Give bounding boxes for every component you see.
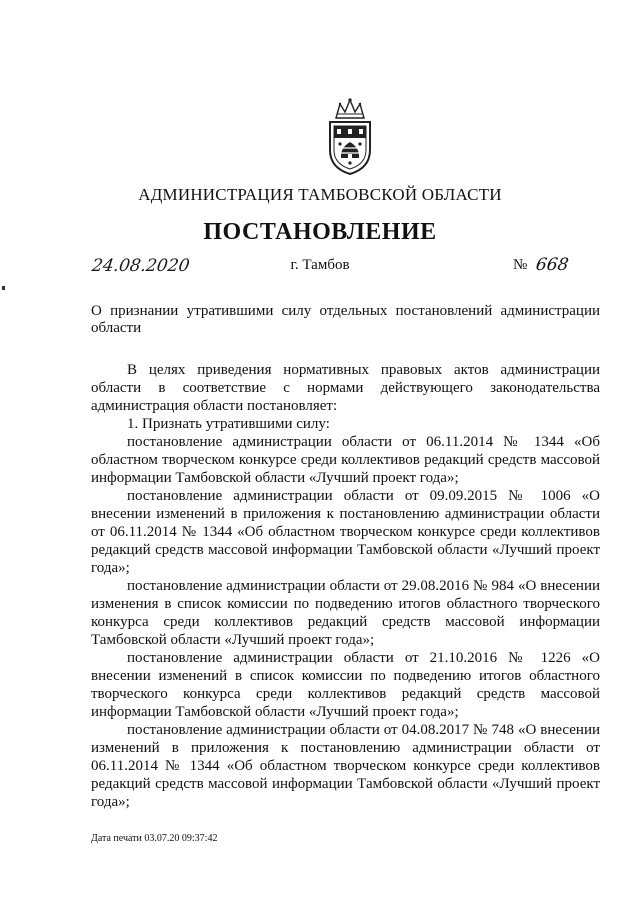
- handwritten-date: 24.08.2020: [90, 256, 191, 276]
- document-body: [91, 361, 600, 811]
- coat-of-arms-icon: [322, 96, 378, 176]
- body-paragraph: постановление администрации области от 04.08.2017 № 748 «О внесении изменений в приложения к постановлению администрации области от 06.11.2014 № 1344 «Об областном творческом конкурсе среди коллективов редакций средств массовой информации Тамбовской области «Лучший проект года»;: [91, 722, 600, 810]
- number-label: №: [513, 257, 528, 273]
- handwritten-number: 668: [534, 255, 570, 275]
- body-paragraph: постановление администрации области от 29.08.2016 № 984 «О внесении изменения в список комиссии по подведению итогов областного творческого конкурса среди коллективов редакций средств массовой информации Тамбовской области «Лучший проект года»;: [91, 578, 600, 648]
- document-type-title: ПОСТАНОВЛЕНИЕ: [203, 219, 437, 245]
- body-paragraph: В целях приведения нормативных правовых актов администрации области в соответствие с нормами действующего законодательства администрация области постановляет:: [91, 362, 600, 414]
- body-paragraph: 1. Признать утратившими силу:: [127, 416, 330, 432]
- body-paragraph: постановление администрации области от 06.11.2014 № 1344 «Об областном творческом конкурсе среди коллективов редакций средств массовой информации Тамбовской области «Лучший проект года»;: [91, 434, 600, 486]
- body-paragraph: постановление администрации области от 21.10.2016 № 1226 «О внесении изменений в список комиссии по подведению итогов областного творческого конкурса среди коллективов редакций средств массовой информации Тамбовской области «Лучший проект года»;: [91, 650, 600, 720]
- print-date: Дата печати 03.07.20 09:37:42: [91, 833, 218, 844]
- organization-name: АДМИНИСТРАЦИЯ ТАМБОВСКОЙ ОБЛАСТИ: [138, 185, 502, 204]
- margin-mark: [2, 286, 5, 290]
- document-subject: О признании утратившими силу отдельных постановлений администрации области: [91, 303, 600, 336]
- body-paragraph: постановление администрации области от 09.09.2015 № 1006 «О внесении изменений в приложения к постановлению администрации области от 06.11.2014 № 1344 «Об областном творческом конкурсе среди коллективов редакций средств массовой информации Тамбовской области «Лучший проект года»;: [91, 488, 600, 576]
- city-name: г. Тамбов: [290, 257, 350, 273]
